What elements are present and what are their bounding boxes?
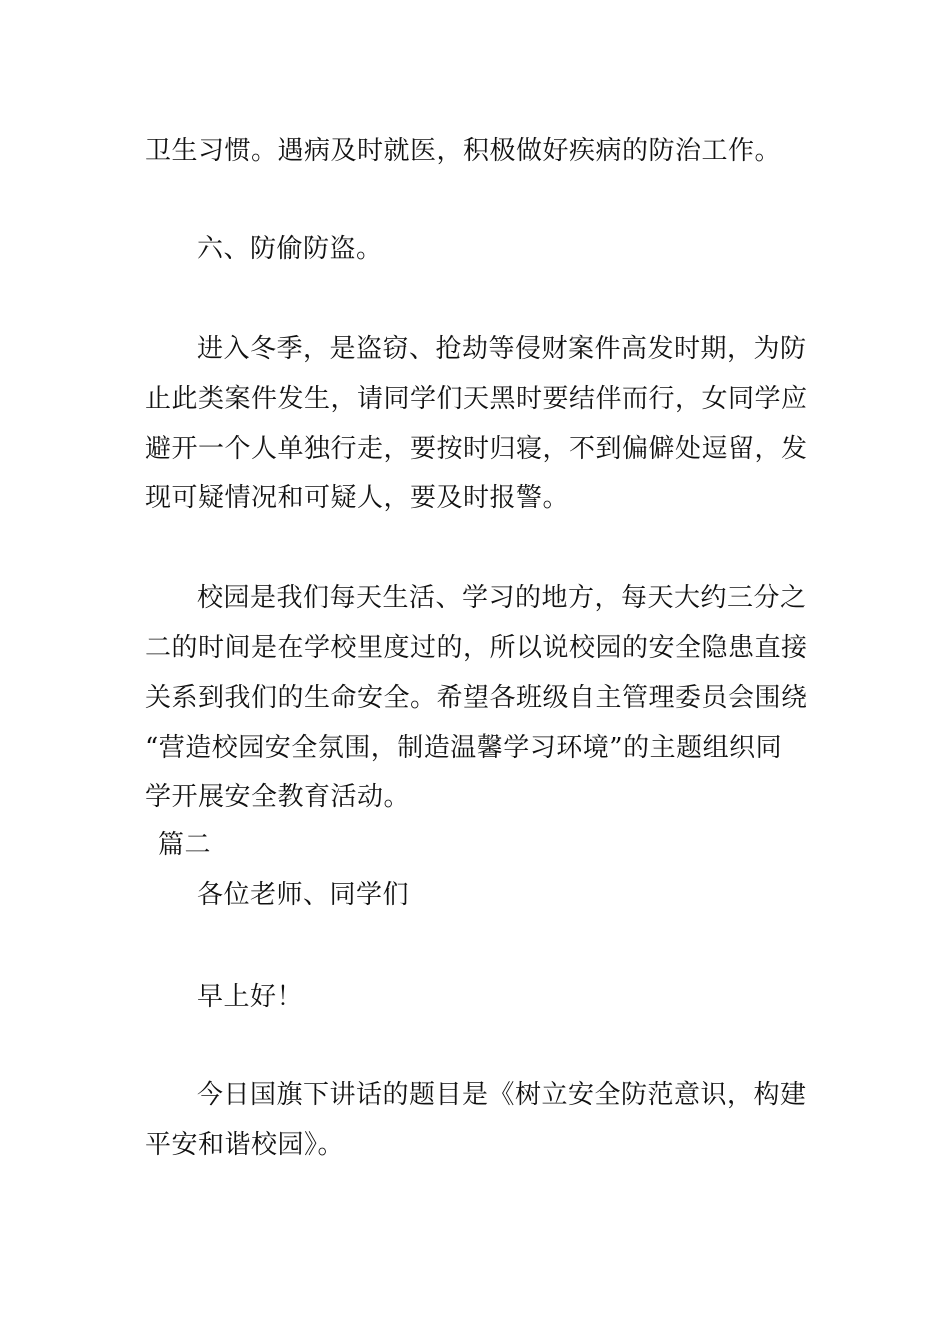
paragraph-line: 今日国旗下讲话的题目是《树立安全防范意识，构建 bbox=[197, 1080, 807, 1110]
paragraph-line: 平安和谐校园》。 bbox=[145, 1130, 345, 1160]
paragraph-line: 卫生习惯。遇病及时就医，积极做好疾病的防治工作。 bbox=[145, 136, 782, 166]
section-title: 篇二 bbox=[158, 830, 212, 860]
paragraph-line: 二的时间是在学校里度过的，所以说校园的安全隐患直接 bbox=[145, 633, 808, 663]
paragraph-line: 关系到我们的生命安全。希望各班级自主管理委员会围绕 bbox=[145, 683, 808, 713]
section-heading: 六、防偷防盗。 bbox=[197, 234, 383, 264]
paragraph-line: 学开展安全教育活动。 bbox=[145, 782, 411, 812]
paragraph-line: “营造校园安全氛围，制造温馨学习环境”的主题组织同 bbox=[145, 733, 783, 763]
paragraph-line: 校园是我们每天生活、学习的地方，每天大约三分之 bbox=[197, 583, 807, 613]
paragraph-line: 进入冬季，是盗窃、抢劫等侵财案件高发时期，为防 bbox=[197, 334, 807, 364]
paragraph-line: 止此类案件发生，请同学们天黑时要结伴而行，女同学应 bbox=[145, 384, 808, 414]
salutation: 各位老师、同学们 bbox=[197, 880, 410, 910]
paragraph-line: 现可疑情况和可疑人，要及时报警。 bbox=[145, 483, 570, 513]
paragraph-line: 避开一个人单独行走，要按时归寝，不到偏僻处逗留，发 bbox=[145, 434, 808, 464]
greeting: 早上好！ bbox=[197, 982, 304, 1012]
